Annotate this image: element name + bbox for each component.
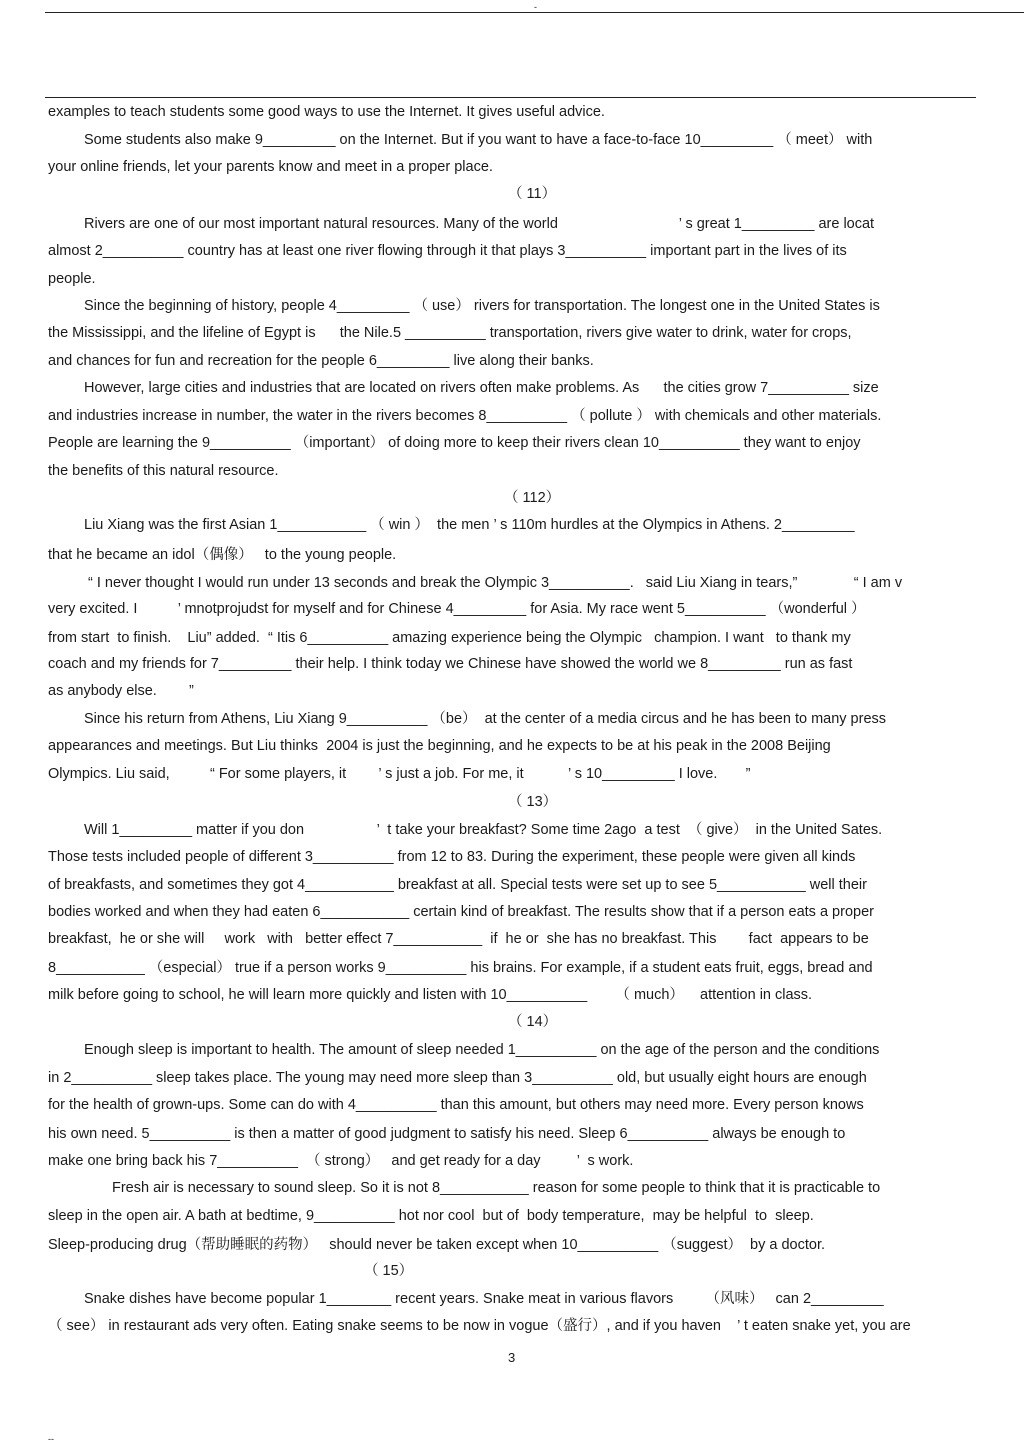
text-line: milk before going to school, he will learn more quickly and listen with 10__________ （ much） attention in class. xyxy=(48,987,813,1003)
text-line: Will 1_________ matter if you don ’ t take your breakfast? Some time 2ago a test （ give） in the United Sates. xyxy=(84,822,883,838)
text-line: （ see） in restaurant ads very often. Eating snake seems to be now in vogue（盛行）, and if you haven ’ t eaten snake yet, you are xyxy=(48,1318,911,1334)
text-line: Enough sleep is important to health. The amount of sleep needed 1__________ on the age of the person and the conditions xyxy=(84,1042,880,1058)
text-line: the benefits of this natural resource. xyxy=(48,463,279,479)
text-line: Since his return from Athens, Liu Xiang 9__________ （be） at the center of a media circus and he has been to many press xyxy=(84,711,887,727)
content-top-rule xyxy=(45,97,976,98)
text-line: the Mississippi, and the lifeline of Egypt is the Nile.5 __________ transportation, rivers give water to drink, water for crops, xyxy=(48,325,852,341)
text-line: that he became an idol（偶像） to the young people. xyxy=(48,547,397,563)
section-number: （ 112） xyxy=(504,490,561,506)
text-line: Those tests included people of different 3__________ from 12 to 83. During the experiment, these people were given all kinds xyxy=(48,849,856,865)
top-rule xyxy=(45,12,1024,13)
text-line: sleep in the open air. A bath at bedtime, 9__________ hot nor cool but of body temperature, may be helpful to sleep. xyxy=(48,1208,814,1224)
text-line: “ I never thought I would run under 13 seconds and break the Olympic 3__________. said Liu Xiang in tears,” “ I am v xyxy=(88,575,903,591)
section-number: （ 15） xyxy=(364,1263,414,1279)
text-line: his own need. 5__________ is then a matter of good judgment to satisfy his need. Sleep 6__________ always be enough to xyxy=(48,1126,846,1142)
text-line: breakfast, he or she will work with better effect 7___________ if he or she has no breakfast. This fact appears to be xyxy=(48,931,869,947)
text-line: 8___________ （especial） true if a person works 9__________ his brains. For example, if a student eats fruit, eggs, bread and xyxy=(48,960,873,976)
text-line: appearances and meetings. But Liu thinks 2004 is just the beginning, and he expects to be at his peak in the 2008 Beijing xyxy=(48,738,831,754)
text-line: coach and my friends for 7_________ their help. I think today we Chinese have showed the world we 8_________ run as fast xyxy=(48,656,853,672)
text-line: and industries increase in number, the water in the rivers becomes 8__________ （ pollute ） with chemicals and other materials. xyxy=(48,408,882,424)
text-line: Olympics. Liu said, “ For some players, it ’ s just a job. For me, it ’ s 10_________ I love. ” xyxy=(48,766,751,782)
text-line: from start to finish. Liu” added. “ Itis 6__________ amazing experience being the Olympic champion. I want to thank my xyxy=(48,630,851,646)
text-line: of breakfasts, and sometimes they got 4___________ breakfast at all. Special tests were set up to see 5___________ well their xyxy=(48,877,867,893)
text-line: Since the beginning of history, people 4_________ （ use） rivers for transportation. The longest one in the United States is xyxy=(84,298,880,314)
section-number: （ 11） xyxy=(508,186,557,202)
text-line: bodies worked and when they had eaten 6___________ certain kind of breakfast. The results show that if a person eats a proper xyxy=(48,904,874,920)
text-line: Snake dishes have become popular 1________ recent years. Snake meat in various flavors （风味） can 2_________ xyxy=(84,1291,884,1307)
text-line: Sleep-producing drug（帮助睡眠的药物） should never be taken except when 10__________ （suggest） by a doctor. xyxy=(48,1237,825,1253)
header-dash: - xyxy=(534,2,537,12)
text-line: your online friends, let your parents know and meet in a proper place. xyxy=(48,159,493,175)
text-line: as anybody else. ” xyxy=(48,683,194,699)
text-line: Some students also make 9_________ on the Internet. But if you want to have a face-to-face 10_________ （ meet） with xyxy=(84,132,873,148)
text-line: almost 2__________ country has at least one river flowing through it that plays 3__________ important part in the lives of its xyxy=(48,243,847,259)
section-number: （ 14） xyxy=(508,1014,558,1030)
section-number: （ 13） xyxy=(508,794,558,810)
text-line: people. xyxy=(48,271,96,287)
text-line: for the health of grown-ups. Some can do with 4__________ than this amount, but others may need more. Every person knows xyxy=(48,1097,864,1113)
text-line: People are learning the 9__________ （important） of doing more to keep their rivers clean 10__________ they want to enjoy xyxy=(48,435,861,451)
text-line: Fresh air is necessary to sound sleep. So it is not 8___________ reason for some people to think that it is practicable to xyxy=(112,1180,881,1196)
text-line: in 2__________ sleep takes place. The young may need more sleep than 3__________ old, but usually eight hours are enough xyxy=(48,1070,867,1086)
text-line: make one bring back his 7__________ （ strong） and get ready for a day ’ s work. xyxy=(48,1153,634,1169)
footer-mark: -- xyxy=(48,1434,54,1444)
text-line: examples to teach students some good ways to use the Internet. It gives useful advice. xyxy=(48,104,605,120)
text-line: However, large cities and industries that are located on rivers often make problems. As the cities grow 7__________ size xyxy=(84,380,879,396)
text-line: and chances for fun and recreation for the people 6_________ live along their banks. xyxy=(48,353,594,369)
text-line: very excited. I ’ mnotprojudst for myself and for Chinese 4_________ for Asia. My race went 5__________ （wonderful ） xyxy=(48,601,866,617)
text-line: Rivers are one of our most important natural resources. Many of the world ’ s great 1_________ are locat xyxy=(84,216,875,232)
text-line: Liu Xiang was the first Asian 1___________ （ win ） the men ’ s 110m hurdles at the Olympics in Athens. 2_________ xyxy=(84,517,855,533)
page-number: 3 xyxy=(508,1350,516,1365)
